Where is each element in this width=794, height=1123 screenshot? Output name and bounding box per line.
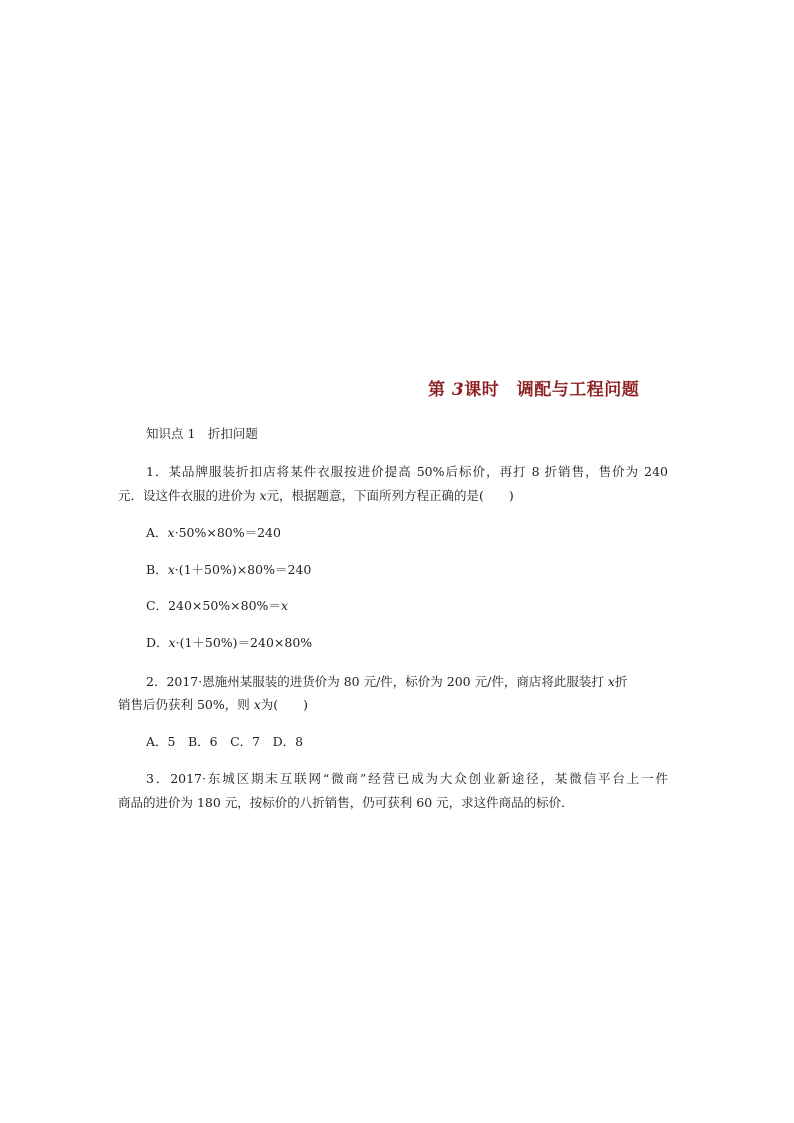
q1-option-d: D．x·(1＋50%)＝240×80%	[146, 635, 313, 650]
page-title	[428, 375, 656, 400]
q1-option-b: B．x·(1＋50%)×80%＝240	[146, 562, 312, 577]
q3-line2: 商品的进价为 180 元，按标价的八折销售，仍可获利 60 元，求这件商品的标价．	[118, 795, 574, 810]
title-part: 第	[428, 380, 452, 400]
q2-line2: 销售后仍获利 50%，则 x为( )	[118, 697, 309, 712]
q3-line1: 3．2017·东城区期末互联网“微商”经营已成为大众创业新途径，某微信平台上一件	[146, 771, 668, 786]
q1-line1: 1．某品牌服装折扣店将某件衣服按进价提高 50%后标价，再打 8 折销售，售价为 240	[146, 464, 668, 479]
q2-line1: 2．2017·恩施州某服装的进货价为 80 元/件，标价为 200 元/件，商店将此服装打 x折	[146, 674, 628, 689]
q1-line2: 元．设这件衣服的进价为 x元，根据题意，下面所列方程正确的是( )	[118, 488, 514, 503]
q1-option-a: A．x·50%×80%＝240	[146, 525, 281, 540]
section-heading: 知识点 1 折扣问题	[146, 426, 258, 441]
title-number: 3	[451, 380, 465, 400]
q1-option-c: C．240×50%×80%＝x	[146, 598, 288, 613]
q2-options: A．5 B．6 C．7 D．8	[146, 734, 304, 749]
title-part: 课时 调配与工程问题	[464, 380, 640, 400]
